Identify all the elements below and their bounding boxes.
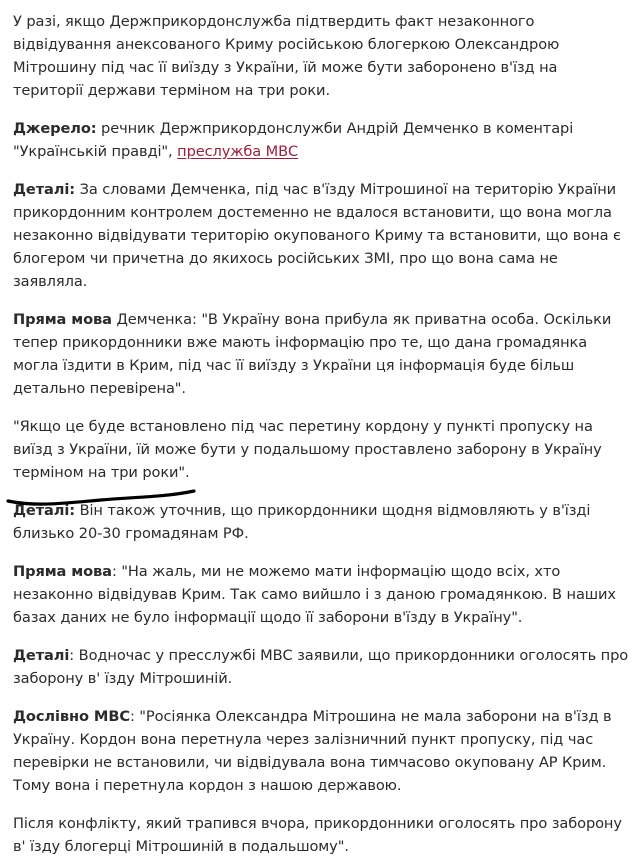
paragraph-verbatim <box>13 705 631 797</box>
quote-continuation: "Якщо це буде встановлено під час перетину кордону у пункті пропуску на виїзд з України, їй може бути у подальшому проставлено заборону в Україну терміном на три роки". <box>13 418 602 481</box>
paragraph-quote-2 <box>13 415 631 484</box>
quote-label: Пряма мова <box>13 563 112 580</box>
source-label: Джерело: <box>13 120 97 137</box>
paragraph-details-3 <box>13 644 631 690</box>
details-text: За словами Демченка, під час в'їзду Мітрошиної на територію України прикордонним контролем достеменно не вдалося встановити, що вона могла незаконно відвідувати територію окупованого Криму та встановити, що вона є блогером чи причетна до якихось російських ЗМІ, про що вона сама не заявляла. <box>13 181 621 290</box>
paragraph-details-1 <box>13 178 631 293</box>
details-text: Він також уточнив, що прикордонники щодня відмовляють у в'їзді близько <box>13 502 591 542</box>
verbatim-label: Дослівно МВС <box>13 708 130 725</box>
paragraph-quote-3 <box>13 560 631 629</box>
paragraph-intro <box>13 10 631 102</box>
details-label: Деталі: <box>13 181 76 198</box>
verbatim-text: : "Росіянка Олександра Мітрошина не мала заборони на в'їзд в Україну. Кордон вона перетнула через залізничний пункт пропуску, під час перевірки не встановили, чи відвідувала вона тимчасово окуповану АР Крим. Тому вона і перетнула кордон з нашою державою. <box>13 708 612 794</box>
paragraph-quote-1 <box>13 308 631 400</box>
closing-text: Після конфлікту, який трапився вчора, прикордонники оголосять про заборону в' їзду блогерці Мітрошиній в подальшому". <box>13 815 622 855</box>
source-text: речник Держприкордонслужби Андрій Демченко в коментарі "Українській правді", <box>13 120 574 160</box>
highlighted-phrase: 20-30 громадянам РФ. <box>78 525 249 542</box>
quote-text: Демченка: "В Україну вона прибула як приватна особа. Оскільки тепер прикордонники вже мають інформацію про те, що дана громадянка могла їздити в Крим, під час її виїзду з України ця інформація буде більш детально перевірена". <box>13 311 612 397</box>
details-text: : Водночас у пресслужбі МВС заявили, що прикордонники оголосять про заборону в' їзду Мітрошиній. <box>13 647 629 687</box>
paragraph-closing <box>13 812 631 858</box>
quote-text: : "На жаль, ми не можемо мати інформацію щодо всіх, хто незаконно відвідував Крим. Так само вийшло і з даною громадянкою. В наших базах даних не було інформації щодо її заборони в'їзду в Україну". <box>13 563 616 626</box>
details-label: Деталі <box>13 647 70 664</box>
quote-label: Пряма мова <box>13 311 112 328</box>
details-label: Деталі: <box>13 502 76 519</box>
paragraph-source <box>13 117 631 163</box>
intro-text: У разі, якщо Держприкордонслужба підтвердить факт незаконного відвідування анексованого Криму російською блогеркою Олександрою Мітрошину під час її виїзду з України, їй може бути заборонено в'їзд на території держави терміном на три роки. <box>13 13 560 99</box>
source-link-mvs[interactable]: преслужба МВС <box>177 143 299 160</box>
paragraph-details-2 <box>13 499 631 545</box>
